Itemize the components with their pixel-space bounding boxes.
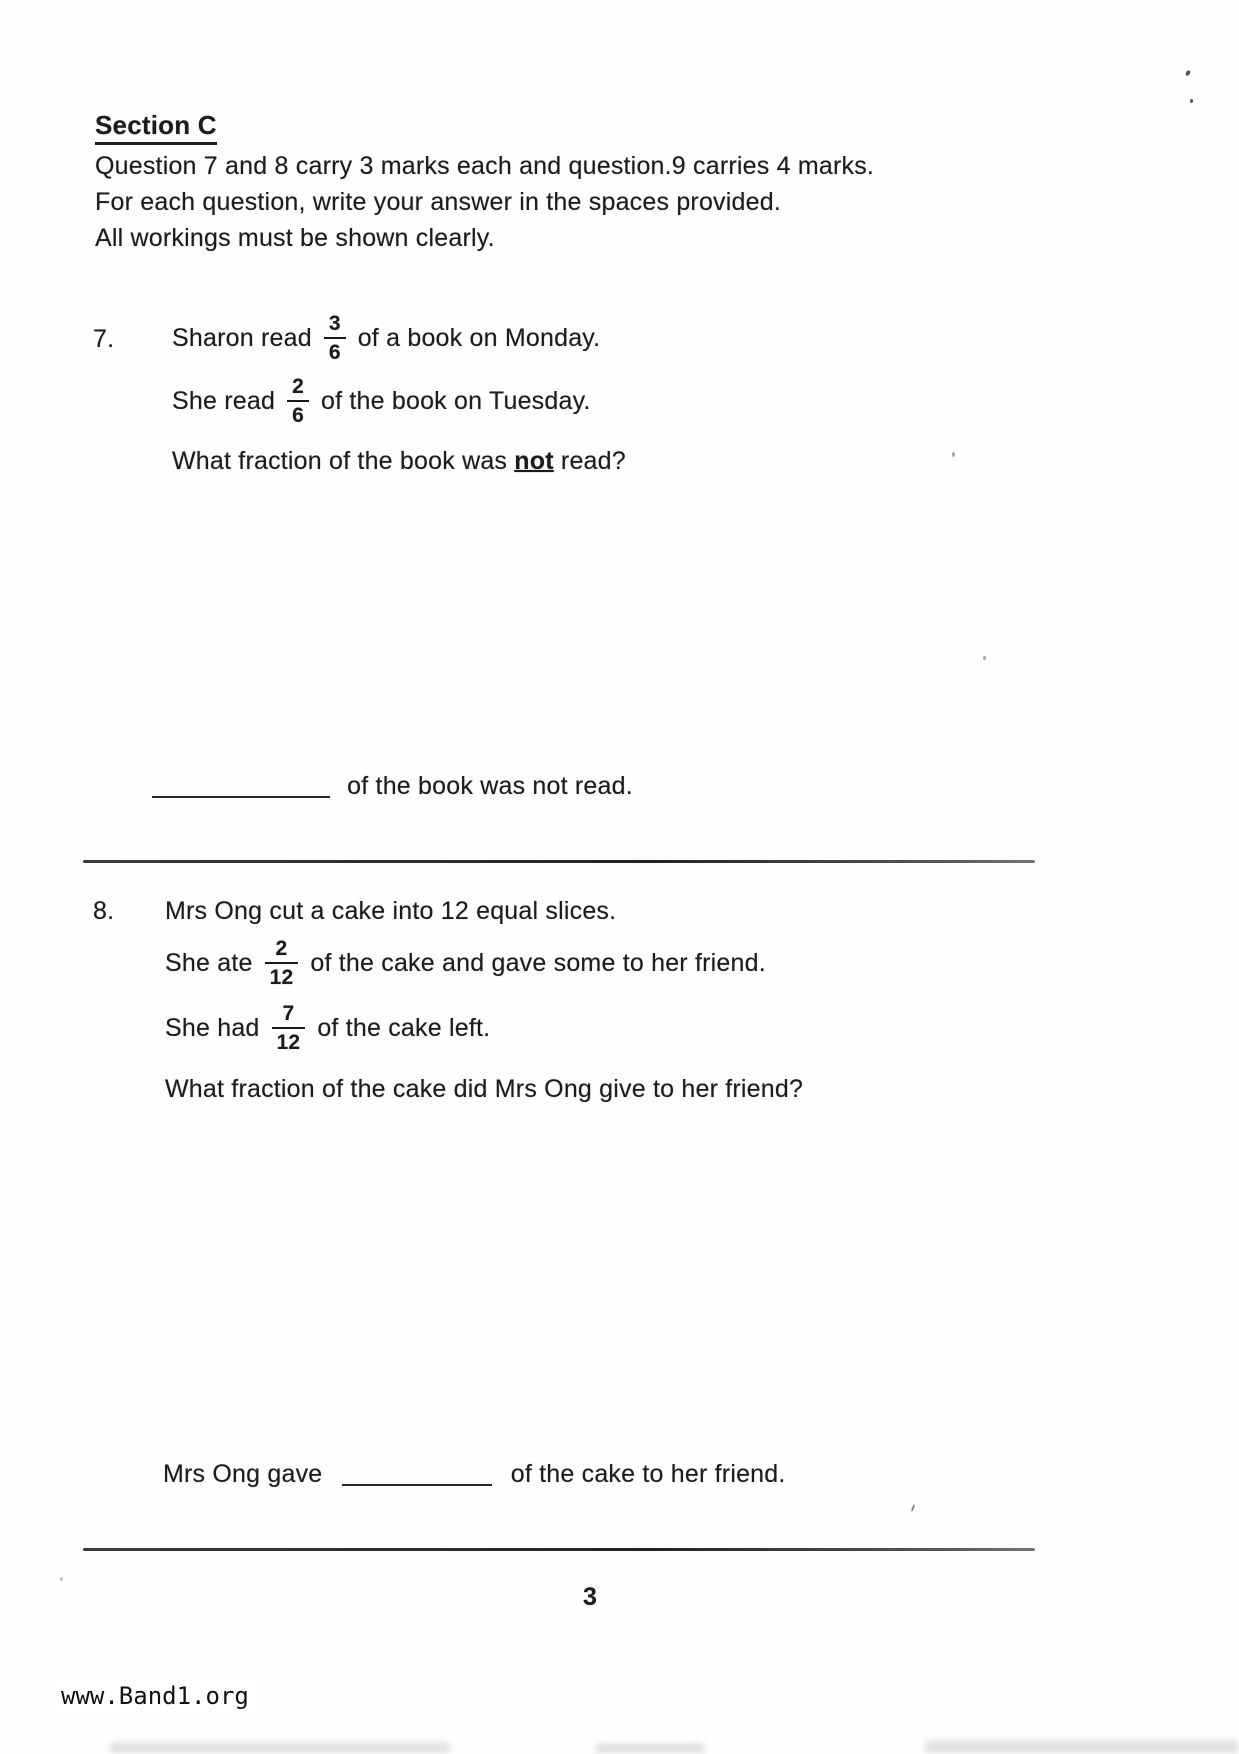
scan-speck <box>983 656 986 660</box>
q8-answer-suffix: of the cake to her friend. <box>510 1460 786 1488</box>
page-footer-divider <box>83 1548 1035 1551</box>
q8-line3-text-after: of the cake left. <box>317 1013 491 1042</box>
intro-line-2: For each question, write your answer in the spaces provided. <box>95 188 781 216</box>
page-number: 3 <box>582 1583 598 1611</box>
scan-shadow <box>925 1740 1239 1754</box>
intro-line-3: All workings must be shown clearly. <box>95 224 495 252</box>
q7-prompt-pre: What fraction of the book was <box>172 447 508 475</box>
question-7-number: 7. <box>93 325 115 353</box>
q7-answer-blank[interactable] <box>152 772 330 798</box>
website-watermark: www.Band1.org <box>55 1680 255 1712</box>
question-8-line-3 <box>165 990 490 1066</box>
q8-answer-pre: Mrs Ong gave <box>163 1460 323 1488</box>
fraction-denominator: 12 <box>272 1027 306 1056</box>
scan-speck <box>952 452 955 457</box>
q8-line3-text: She had <box>165 1013 260 1042</box>
intro-line-1: Question 7 and 8 carry 3 marks each and question.9 carries 4 marks. <box>95 152 875 180</box>
q8-line2-text: She ate <box>165 948 253 977</box>
q7-prompt-emphasis: not <box>514 447 554 475</box>
scan-speck <box>1185 69 1191 76</box>
fraction-numerator: 7 <box>282 1002 295 1025</box>
fraction-numerator: 2 <box>292 375 304 398</box>
section-intro <box>95 148 995 256</box>
question-8-number: 8. <box>93 897 115 925</box>
q7-line1-text: Sharon read <box>172 323 312 352</box>
q7-answer-suffix: of the book was not read. <box>347 772 633 800</box>
q7-line2-text: She read <box>172 386 276 415</box>
fraction-two-sixths <box>287 373 309 429</box>
fraction-denominator: 6 <box>287 400 309 429</box>
scan-speck <box>1190 99 1193 103</box>
fraction-three-sixths <box>324 310 346 366</box>
question-8-prompt: What fraction of the cake did Mrs Ong give to her friend? <box>165 1075 804 1103</box>
q7-line2-text-after: of the book on Tuesday. <box>320 386 591 415</box>
question-8-line-1: Mrs Ong cut a cake into 12 equal slices. <box>165 897 617 925</box>
q7-line1-text-after: of a book on Monday. <box>357 323 601 352</box>
question-7-prompt <box>172 447 626 476</box>
question-7-answer-line <box>152 772 633 801</box>
scan-shadow <box>110 1742 450 1754</box>
q7-prompt-post: read? <box>560 447 626 475</box>
fraction-two-twelfths <box>265 935 299 991</box>
scan-shadow <box>595 1743 705 1754</box>
q8-answer-blank[interactable] <box>342 1460 492 1486</box>
section-divider <box>83 860 1035 863</box>
q8-line2-text-after: of the cake and gave some to her friend. <box>310 948 766 977</box>
fraction-seven-twelfths <box>272 1000 306 1056</box>
scan-speck <box>911 1504 916 1512</box>
fraction-numerator: 3 <box>328 312 341 335</box>
question-7-line-2 <box>172 363 591 439</box>
fraction-denominator: 12 <box>265 962 299 991</box>
fraction-numerator: 2 <box>275 937 288 960</box>
section-title: Section C <box>95 110 217 145</box>
question-8-answer-line <box>163 1460 786 1489</box>
fraction-denominator: 6 <box>324 337 346 366</box>
scan-speck <box>60 1577 63 1581</box>
